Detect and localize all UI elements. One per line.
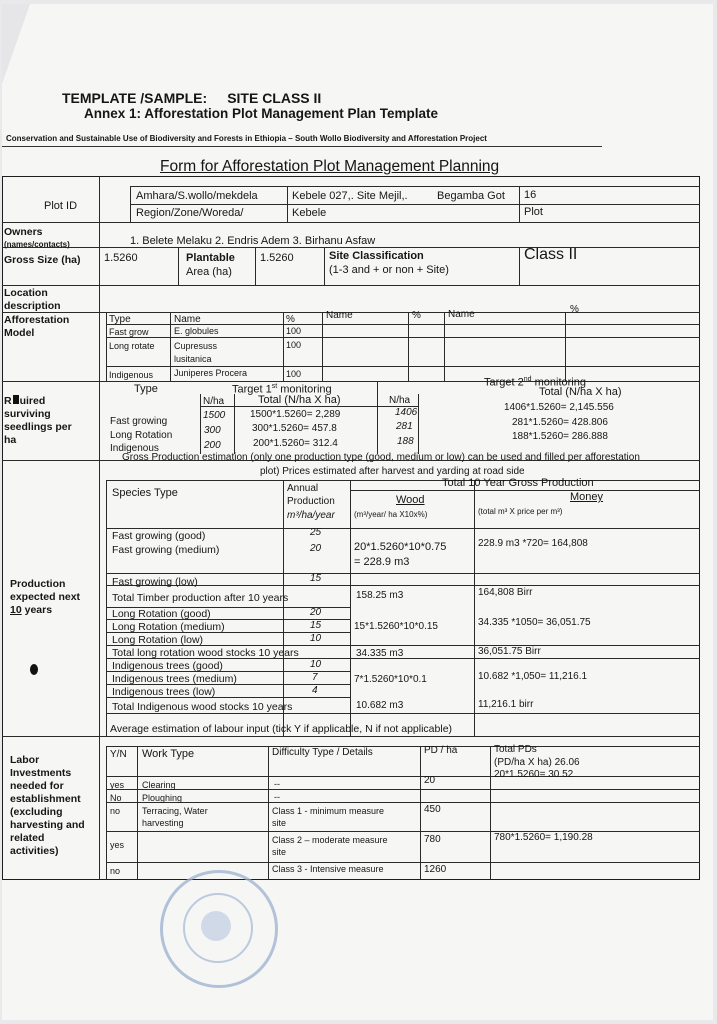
labor-diff-class-2-site: site: [272, 847, 287, 857]
seed-total2-indigenous: 188*1.5260= 286.888: [512, 431, 608, 442]
prod-col-wood-sub: (m³/year/ ha X10x%): [354, 510, 428, 519]
aff-col-pct: %: [286, 314, 295, 325]
prod-ind-medium-annual: 7: [312, 672, 318, 683]
seed-nha2-indigenous: 188: [397, 436, 414, 447]
aff-name-long-2: lusitanica: [174, 354, 212, 364]
prod-col-money-sub: (total m³ X price per m³): [478, 507, 563, 516]
gross-size-value: 1.5260: [104, 252, 138, 264]
prod-long-total-wood: 34.335 m3: [356, 648, 404, 659]
prod-fast-low-annual: 15: [310, 573, 322, 584]
aff-type-indigenous: Indigenous: [109, 370, 154, 380]
labor-yn-class-3: no: [110, 866, 121, 876]
labor-note: Average estimation of labour input (tick Y if applicable, N if not applicable): [110, 723, 453, 735]
prod-col-money: Money: [570, 491, 604, 503]
seed-col-nha-2: N/ha: [389, 395, 411, 406]
site-classification-label: Site Classification: [329, 250, 424, 262]
kebele-value: Kebele 027,. Site Mejil,.: [292, 190, 408, 202]
folded-corner: [2, 4, 30, 84]
owners-value: 1. Belete Melaku 2. Endris Adem 3. Birhanu Asfaw: [130, 235, 376, 247]
seed-col-total: Total (N/ha X ha): [258, 394, 341, 406]
production-note-1: Gross Production estimation (only one production type (good, medium or low) can be used and filled per afforestation: [122, 452, 640, 463]
aff-type-fast: Fast grow: [109, 327, 149, 337]
owners-sublabel: (names/contacts): [4, 240, 70, 249]
aff-pct-indigenous: 100: [286, 369, 302, 379]
seedlings-label-4: ha: [4, 434, 17, 446]
seedlings-label-2: surviving: [4, 408, 51, 420]
seed-col-nha: N/ha: [203, 396, 225, 407]
prod-ind-total-money: 11,216.1 birr: [478, 699, 534, 710]
labor-label-7: related: [10, 832, 45, 844]
labor-pd-class-2: 780: [424, 834, 441, 845]
labor-yn-clearing: yes: [110, 780, 125, 790]
plantable-value: 1.5260: [260, 252, 294, 264]
prod-col-wood: Wood: [396, 494, 425, 506]
target-2-heading: Target 2nd monitoring: [484, 376, 586, 389]
seed-nha2-long: 281: [396, 421, 413, 432]
labor-label-6: harvesting and: [10, 819, 85, 831]
seed-nha1-fast: 1500: [203, 410, 226, 421]
prod-fast-medium-annual: 20: [310, 543, 322, 554]
labor-label-4: establishment: [10, 793, 81, 805]
labor-col-diff: Difficulty Type / Details: [272, 747, 373, 758]
labor-yn-terracing: no: [110, 806, 121, 816]
form-title: Form for Afforestation Plot Management Planning: [160, 158, 500, 175]
labor-diff-clearing: --: [274, 779, 280, 789]
site-class-value: Class II: [524, 246, 578, 263]
plot-id-label: Plot ID: [44, 200, 78, 212]
prod-long-medium-annual: 15: [310, 620, 322, 631]
production-label: Production: [10, 578, 66, 590]
aff-col-name-2: Name: [326, 310, 353, 321]
labor-label-3: needed for: [10, 780, 64, 792]
seed-col-type: Type: [134, 383, 158, 395]
prod-fast-good: Fast growing (good): [112, 530, 206, 542]
region-label: Region/Zone/Woreda/: [136, 207, 244, 219]
aff-col-pct-3: %: [570, 304, 579, 315]
production-label-2: expected next: [10, 591, 81, 603]
seed-nha1-indigenous: 200: [204, 440, 221, 451]
prod-ind-total: Total Indigenous wood stocks 10 years: [112, 701, 293, 713]
seed-type-indigenous: Indigenous: [110, 443, 159, 454]
site-class-heading: SITE CLASS II: [227, 90, 322, 106]
seed-total2-long: 281*1.5260= 428.806: [512, 417, 608, 428]
punch-hole: [30, 664, 38, 675]
plot-label: Plot: [524, 206, 543, 218]
prod-ind-medium-wood: 7*1.5260*10*0.1: [354, 674, 427, 685]
labor-diff-class-1-site: site: [272, 818, 287, 828]
labor-col-yn: Y/N: [110, 749, 127, 760]
afforestation-label-2: Model: [4, 327, 35, 339]
labor-work-terracing-2: harvesting: [142, 818, 184, 828]
header-rule: [2, 146, 602, 147]
owners-label: Owners: [4, 226, 43, 238]
aff-col-name-3: Name: [448, 309, 475, 320]
prod-fast-medium-wood-2: = 228.9 m3: [354, 556, 410, 568]
prod-ind-medium-money: 10.682 *1,050= 11,216.1: [478, 671, 588, 682]
project-title: Conservation and Sustainable Use of Biodiversity and Forests in Ethiopia – South Wollo Biodiversity and Afforestation Project: [6, 134, 487, 143]
prod-col-annual: Annual: [287, 483, 319, 494]
aff-pct-fast: 100: [286, 326, 302, 336]
labor-total-top: 20*1.5260= 30.52: [494, 769, 574, 780]
seed-type-long: Long Rotation: [110, 430, 173, 441]
annex-title: Annex 1: Afforestation Plot Management Plan Template: [84, 106, 439, 121]
labor-label-2: Investments: [10, 767, 72, 779]
plantable-label-2: Area (ha): [186, 266, 232, 278]
prod-ind-good-annual: 10: [310, 659, 322, 670]
seed-total1-long: 300*1.5260= 457.8: [252, 423, 337, 434]
aff-name-fast: E. globules: [174, 326, 219, 336]
prod-col-species: Species Type: [112, 487, 178, 499]
prod-col-annual-2: Production: [287, 496, 335, 507]
aff-col-name: Name: [174, 314, 201, 325]
seed-total1-fast: 1500*1.5260= 2,289: [250, 409, 341, 420]
prod-fast-low: Fast growing (low): [112, 576, 198, 588]
prod-ind-low-annual: 4: [312, 685, 318, 696]
labor-work-ploughing: Ploughing: [142, 793, 183, 803]
prod-col-annual-3: m³/ha/year: [287, 510, 335, 521]
labor-pd-class-1: 450: [424, 804, 441, 815]
prod-ind-low: Indigenous trees (low): [112, 686, 216, 698]
prod-ind-good: Indigenous trees (good): [112, 660, 223, 672]
prod-fast-medium: Fast growing (medium): [112, 544, 220, 556]
labor-diff-class-1: Class 1 - minimum measure: [272, 806, 385, 816]
seed-total1-indigenous: 200*1.5260= 312.4: [253, 438, 338, 449]
prod-fast-medium-wood: 20*1.5260*10*0.75: [354, 541, 447, 553]
seed-nha2-fast: 1406: [395, 407, 418, 418]
prod-long-low: Long Rotation (low): [112, 634, 204, 646]
aff-name-long: Cupresuss: [174, 341, 218, 351]
seed-nha1-long: 300: [204, 425, 221, 436]
aff-col-type: Type: [109, 314, 131, 325]
prod-long-medium-wood: 15*1.5260*10*0.15: [354, 621, 438, 632]
afforestation-label: Afforestation: [4, 314, 70, 326]
prod-long-low-annual: 10: [310, 633, 322, 644]
seed-total2-fast: 1406*1.5260= 2,145.556: [504, 402, 614, 413]
prod-fast-total: Total Timber production after 10 years: [112, 592, 289, 604]
aff-name-indigenous: Juniperes Procera: [174, 368, 248, 378]
prod-col-total-10: Total 10 Year Gross Production: [442, 477, 594, 489]
plot-number: 16: [524, 189, 537, 201]
seed-type-fast: Fast growing: [110, 416, 168, 427]
prod-long-medium: Long Rotation (medium): [112, 621, 225, 633]
prod-fast-medium-money: 228.9 m3 *720= 164,808: [478, 538, 588, 549]
location-label: Location: [4, 287, 48, 299]
seedlings-label: R uired: [4, 395, 46, 407]
prod-fast-total-money: 164,808 Birr: [478, 587, 533, 598]
prod-long-total-money: 36,051.75 Birr: [478, 646, 541, 657]
kebele-label: Kebele: [292, 207, 327, 219]
template-label: TEMPLATE /SAMPLE:: [62, 90, 208, 106]
plantable-label: Plantable: [186, 252, 235, 264]
labor-pd-class-3: 1260: [424, 864, 447, 875]
seed-col-total-2: Total (N/ha X ha): [539, 386, 622, 398]
site-classification-sub: (1-3 and + or non + Site): [329, 264, 449, 276]
prod-ind-medium: Indigenous trees (medium): [112, 673, 237, 685]
labor-diff-ploughing: --: [274, 792, 280, 802]
labor-col-total-2: (PD/ha X ha) 26.06: [494, 757, 580, 768]
prod-long-medium-money: 34.335 *1050= 36,051.75: [478, 617, 591, 628]
labor-total-class-2: 780*1.5260= 1,190.28: [494, 832, 593, 843]
aff-pct-long: 100: [286, 340, 302, 350]
labor-label-8: activities): [10, 845, 59, 857]
labor-yn-class-2: yes: [110, 840, 125, 850]
aff-col-pct-2: %: [412, 310, 421, 321]
prod-fast-good-annual: 25: [310, 527, 322, 538]
prod-long-total: Total long rotation wood stocks 10 years: [112, 647, 299, 659]
region-value: Amhara/S.wollo/mekdela: [136, 190, 258, 202]
labor-label: Labor: [10, 754, 40, 766]
labor-yn-ploughing: No: [110, 793, 122, 803]
got-value: Begamba Got: [437, 190, 505, 202]
template-heading: [62, 90, 321, 106]
labor-work-terracing: Terracing, Water: [142, 806, 208, 816]
prod-fast-total-wood: 158.25 m3: [356, 590, 404, 601]
production-label-3: 10 years: [10, 604, 53, 616]
labor-diff-class-3: Class 3 - Intensive measure: [272, 864, 384, 874]
production-note-2: plot) Prices estimated after harvest and yarding at road side: [260, 466, 525, 477]
gross-size-label: Gross Size (ha): [4, 254, 81, 266]
target-1-heading: Target 1st monitoring: [232, 383, 332, 396]
location-label-2: description: [4, 300, 61, 312]
seedlings-label-3: seedlings per: [4, 421, 72, 433]
prod-long-good-annual: 20: [310, 607, 322, 618]
labor-col-work: Work Type: [142, 748, 195, 760]
prod-long-good: Long Rotation (good): [112, 608, 211, 620]
labor-col-pd: PD / ha: [424, 745, 458, 756]
labor-label-5: (excluding: [10, 806, 63, 818]
labor-work-clearing: Clearing: [142, 780, 176, 790]
aff-type-long: Long rotate: [109, 341, 155, 351]
official-stamp: [160, 870, 278, 988]
labor-pd-clearing: 20: [424, 775, 436, 786]
labor-diff-class-2: Class 2 – moderate measure: [272, 835, 388, 845]
labor-col-total: Total PDs: [494, 744, 537, 755]
prod-ind-total-wood: 10.682 m3: [356, 700, 404, 711]
